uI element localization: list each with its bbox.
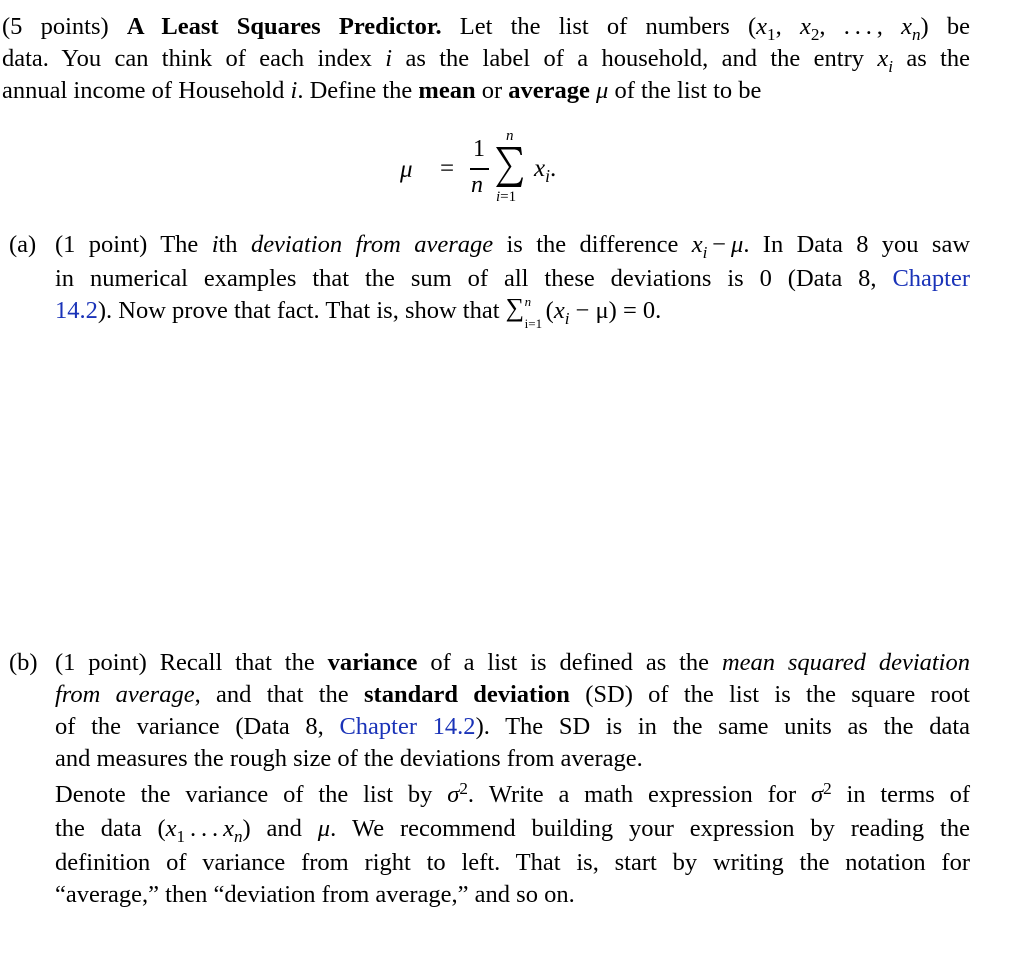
part-b-line-6: the data ($x_1$ . . . $x_n$) and μ. We recommend building your expression by reading the <box>55 815 970 846</box>
intro-line-2: data. You can think of each index i as the label of a household, and the entry $x_i$ as the <box>2 45 971 76</box>
part-b-line-7: definition of variance from right to left. That is, start by writing the notation for <box>55 849 970 876</box>
fraction-denominator: n <box>471 172 483 198</box>
part-a-line-3: 14.2). Now prove that fact. That is, show that ∑ n i=1 $(x_i - \mu) = 0$. <box>55 293 662 331</box>
equation-term: $x_i$. <box>534 155 557 187</box>
fraction-bar <box>470 168 489 170</box>
fraction-numerator: 1 <box>473 136 485 162</box>
equation-equals: = <box>440 155 455 182</box>
average-term: average <box>508 77 590 104</box>
part-b-line-1: (1 point) Recall that the variance of a list is defined as the mean squared deviation <box>55 649 970 676</box>
sum-upper-limit: n <box>506 128 514 144</box>
points-label: (5 points) <box>2 13 109 40</box>
part-a-line-1: (1 point) The ith deviation from average is the difference $x_i - \mu$. In Data 8 you saw <box>55 231 971 262</box>
mean-term: mean <box>418 77 476 104</box>
sum-lower-limit: i=1 <box>496 189 517 205</box>
part-a-body <box>55 229 970 329</box>
part-b-line-5: Denote the variance of the list by $\sigma^2$. Write a math expression for $\sigma^2$ in terms of <box>55 779 971 808</box>
part-b-body <box>55 647 970 911</box>
intro-line-1: (5 points) A Least Squares Predictor. Let the list of numbers ($x_1$, $x_2$, . . . , $x_n$) be <box>2 13 971 44</box>
part-b-label: (b) <box>9 649 38 676</box>
part-a-line-2: in numerical examples that the sum of all these deviations is 0 (Data 8, Chapter <box>55 265 970 292</box>
sd-term: standard deviation <box>364 681 570 708</box>
summation-sigma-icon <box>494 145 524 189</box>
chapter-number-link-a[interactable]: 14.2 <box>55 297 98 324</box>
part-b-line-3: of the variance (Data 8, Chapter 14.2). The SD is in the same units as the data <box>55 713 970 740</box>
part-b-line-2: from average, and that the standard deviation (SD) of the list is the square root <box>55 681 970 708</box>
part-b-line-8: “average,” then “deviation from average,” and so on. <box>55 881 575 908</box>
deviation-term: deviation from average <box>250 231 494 258</box>
variance-term: variance <box>327 649 418 676</box>
problem-title: A Least Squares Predictor. <box>126 13 442 40</box>
part-b-line-4: and measures the rough size of the deviations from average. <box>55 745 643 772</box>
equation-lhs: μ <box>400 156 413 183</box>
part-a-label: (a) <box>9 231 37 258</box>
mean-equation <box>396 128 586 208</box>
chapter-link-b[interactable]: Chapter 14.2 <box>339 713 476 740</box>
inline-summation: ∑ n i=1 <box>505 293 543 331</box>
chapter-link-a[interactable]: Chapter <box>892 265 970 292</box>
intro-line-3: annual income of Household i. Define the mean or average μ of the list to be <box>2 77 762 104</box>
